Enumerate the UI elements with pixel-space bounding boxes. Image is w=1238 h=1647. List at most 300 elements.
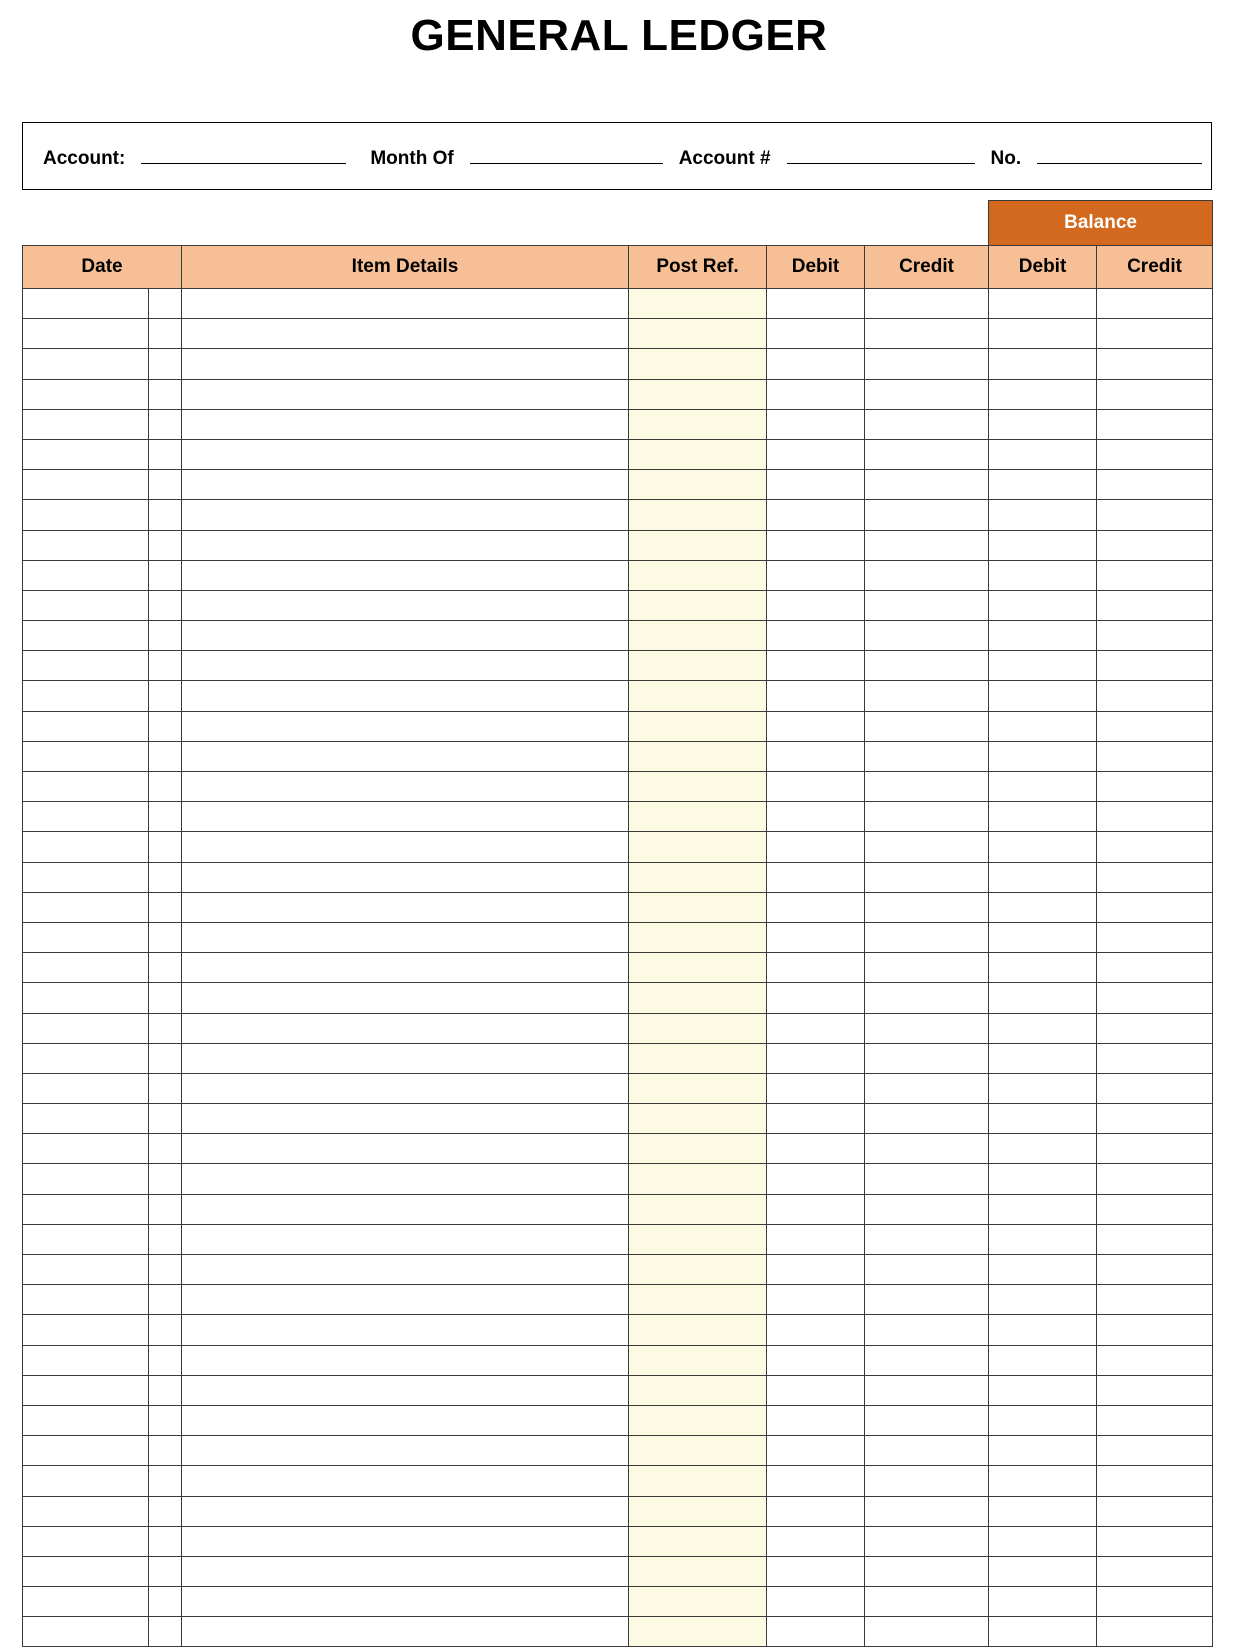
cell-balance_debit[interactable] bbox=[989, 500, 1097, 530]
cell-item_details[interactable] bbox=[182, 1134, 629, 1164]
cell-item_details[interactable] bbox=[182, 922, 629, 952]
cell-post_ref[interactable] bbox=[629, 1345, 767, 1375]
cell-balance_credit[interactable] bbox=[1097, 1013, 1213, 1043]
cell-date[interactable] bbox=[23, 1255, 149, 1285]
cell-date[interactable] bbox=[23, 681, 149, 711]
cell-credit[interactable] bbox=[865, 1224, 989, 1254]
cell-balance_credit[interactable] bbox=[1097, 1164, 1213, 1194]
cell-date_sub[interactable] bbox=[149, 409, 182, 439]
cell-date_sub[interactable] bbox=[149, 1587, 182, 1617]
cell-post_ref[interactable] bbox=[629, 1043, 767, 1073]
cell-date_sub[interactable] bbox=[149, 1194, 182, 1224]
cell-balance_credit[interactable] bbox=[1097, 590, 1213, 620]
cell-post_ref[interactable] bbox=[629, 1436, 767, 1466]
cell-item_details[interactable] bbox=[182, 590, 629, 620]
cell-credit[interactable] bbox=[865, 439, 989, 469]
cell-debit[interactable] bbox=[767, 983, 865, 1013]
cell-post_ref[interactable] bbox=[629, 1315, 767, 1345]
cell-debit[interactable] bbox=[767, 862, 865, 892]
cell-credit[interactable] bbox=[865, 1164, 989, 1194]
cell-date[interactable] bbox=[23, 590, 149, 620]
cell-date[interactable] bbox=[23, 1134, 149, 1164]
cell-post_ref[interactable] bbox=[629, 1405, 767, 1435]
cell-debit[interactable] bbox=[767, 1043, 865, 1073]
cell-balance_credit[interactable] bbox=[1097, 1617, 1213, 1647]
cell-balance_debit[interactable] bbox=[989, 741, 1097, 771]
cell-date[interactable] bbox=[23, 953, 149, 983]
cell-date_sub[interactable] bbox=[149, 530, 182, 560]
cell-item_details[interactable] bbox=[182, 470, 629, 500]
cell-balance_credit[interactable] bbox=[1097, 772, 1213, 802]
cell-item_details[interactable] bbox=[182, 953, 629, 983]
cell-post_ref[interactable] bbox=[629, 953, 767, 983]
no-input[interactable] bbox=[1037, 143, 1202, 164]
cell-item_details[interactable] bbox=[182, 1104, 629, 1134]
cell-date[interactable] bbox=[23, 1405, 149, 1435]
cell-credit[interactable] bbox=[865, 590, 989, 620]
cell-debit[interactable] bbox=[767, 1104, 865, 1134]
cell-credit[interactable] bbox=[865, 289, 989, 319]
cell-date[interactable] bbox=[23, 983, 149, 1013]
cell-date_sub[interactable] bbox=[149, 651, 182, 681]
cell-balance_debit[interactable] bbox=[989, 439, 1097, 469]
cell-date[interactable] bbox=[23, 1587, 149, 1617]
cell-balance_credit[interactable] bbox=[1097, 1526, 1213, 1556]
cell-balance_credit[interactable] bbox=[1097, 500, 1213, 530]
cell-balance_credit[interactable] bbox=[1097, 1405, 1213, 1435]
cell-credit[interactable] bbox=[865, 1255, 989, 1285]
cell-credit[interactable] bbox=[865, 922, 989, 952]
cell-balance_credit[interactable] bbox=[1097, 621, 1213, 651]
cell-balance_debit[interactable] bbox=[989, 470, 1097, 500]
cell-balance_credit[interactable] bbox=[1097, 711, 1213, 741]
cell-balance_credit[interactable] bbox=[1097, 560, 1213, 590]
cell-post_ref[interactable] bbox=[629, 1013, 767, 1043]
cell-debit[interactable] bbox=[767, 1255, 865, 1285]
cell-balance_debit[interactable] bbox=[989, 651, 1097, 681]
cell-item_details[interactable] bbox=[182, 560, 629, 590]
cell-balance_debit[interactable] bbox=[989, 1436, 1097, 1466]
cell-date_sub[interactable] bbox=[149, 1496, 182, 1526]
cell-date[interactable] bbox=[23, 379, 149, 409]
cell-credit[interactable] bbox=[865, 379, 989, 409]
cell-debit[interactable] bbox=[767, 1224, 865, 1254]
cell-item_details[interactable] bbox=[182, 1255, 629, 1285]
cell-balance_debit[interactable] bbox=[989, 1134, 1097, 1164]
cell-debit[interactable] bbox=[767, 1345, 865, 1375]
cell-balance_credit[interactable] bbox=[1097, 802, 1213, 832]
cell-date[interactable] bbox=[23, 470, 149, 500]
cell-balance_credit[interactable] bbox=[1097, 741, 1213, 771]
cell-balance_credit[interactable] bbox=[1097, 983, 1213, 1013]
cell-debit[interactable] bbox=[767, 1405, 865, 1435]
cell-item_details[interactable] bbox=[182, 500, 629, 530]
cell-item_details[interactable] bbox=[182, 379, 629, 409]
cell-date[interactable] bbox=[23, 500, 149, 530]
cell-credit[interactable] bbox=[865, 862, 989, 892]
cell-balance_credit[interactable] bbox=[1097, 1345, 1213, 1375]
cell-debit[interactable] bbox=[767, 1556, 865, 1586]
cell-debit[interactable] bbox=[767, 741, 865, 771]
cell-item_details[interactable] bbox=[182, 711, 629, 741]
cell-date[interactable] bbox=[23, 741, 149, 771]
cell-date_sub[interactable] bbox=[149, 802, 182, 832]
cell-balance_credit[interactable] bbox=[1097, 470, 1213, 500]
cell-debit[interactable] bbox=[767, 621, 865, 651]
cell-item_details[interactable] bbox=[182, 1073, 629, 1103]
cell-date_sub[interactable] bbox=[149, 862, 182, 892]
cell-credit[interactable] bbox=[865, 319, 989, 349]
cell-credit[interactable] bbox=[865, 621, 989, 651]
cell-date_sub[interactable] bbox=[149, 922, 182, 952]
cell-credit[interactable] bbox=[865, 1556, 989, 1586]
cell-debit[interactable] bbox=[767, 319, 865, 349]
cell-balance_credit[interactable] bbox=[1097, 832, 1213, 862]
cell-post_ref[interactable] bbox=[629, 892, 767, 922]
cell-debit[interactable] bbox=[767, 379, 865, 409]
cell-balance_debit[interactable] bbox=[989, 560, 1097, 590]
cell-credit[interactable] bbox=[865, 349, 989, 379]
cell-balance_credit[interactable] bbox=[1097, 439, 1213, 469]
cell-balance_debit[interactable] bbox=[989, 1315, 1097, 1345]
cell-date[interactable] bbox=[23, 1436, 149, 1466]
cell-debit[interactable] bbox=[767, 1496, 865, 1526]
cell-item_details[interactable] bbox=[182, 651, 629, 681]
cell-balance_debit[interactable] bbox=[989, 1345, 1097, 1375]
cell-balance_debit[interactable] bbox=[989, 681, 1097, 711]
cell-debit[interactable] bbox=[767, 1466, 865, 1496]
cell-balance_credit[interactable] bbox=[1097, 862, 1213, 892]
cell-debit[interactable] bbox=[767, 1013, 865, 1043]
cell-post_ref[interactable] bbox=[629, 1496, 767, 1526]
cell-date_sub[interactable] bbox=[149, 560, 182, 590]
cell-item_details[interactable] bbox=[182, 1375, 629, 1405]
cell-debit[interactable] bbox=[767, 1315, 865, 1345]
cell-date_sub[interactable] bbox=[149, 470, 182, 500]
cell-post_ref[interactable] bbox=[629, 1164, 767, 1194]
cell-balance_debit[interactable] bbox=[989, 1556, 1097, 1586]
cell-item_details[interactable] bbox=[182, 1043, 629, 1073]
cell-date[interactable] bbox=[23, 1496, 149, 1526]
cell-debit[interactable] bbox=[767, 892, 865, 922]
cell-credit[interactable] bbox=[865, 953, 989, 983]
cell-item_details[interactable] bbox=[182, 530, 629, 560]
cell-debit[interactable] bbox=[767, 832, 865, 862]
cell-post_ref[interactable] bbox=[629, 1587, 767, 1617]
cell-post_ref[interactable] bbox=[629, 590, 767, 620]
cell-date_sub[interactable] bbox=[149, 1556, 182, 1586]
cell-credit[interactable] bbox=[865, 409, 989, 439]
cell-balance_credit[interactable] bbox=[1097, 892, 1213, 922]
cell-date[interactable] bbox=[23, 319, 149, 349]
cell-balance_debit[interactable] bbox=[989, 409, 1097, 439]
cell-balance_credit[interactable] bbox=[1097, 530, 1213, 560]
cell-date_sub[interactable] bbox=[149, 1617, 182, 1647]
cell-item_details[interactable] bbox=[182, 862, 629, 892]
cell-balance_credit[interactable] bbox=[1097, 349, 1213, 379]
cell-balance_debit[interactable] bbox=[989, 1013, 1097, 1043]
cell-credit[interactable] bbox=[865, 772, 989, 802]
cell-credit[interactable] bbox=[865, 1073, 989, 1103]
cell-credit[interactable] bbox=[865, 470, 989, 500]
cell-debit[interactable] bbox=[767, 1073, 865, 1103]
cell-post_ref[interactable] bbox=[629, 1104, 767, 1134]
cell-item_details[interactable] bbox=[182, 621, 629, 651]
cell-date_sub[interactable] bbox=[149, 832, 182, 862]
cell-debit[interactable] bbox=[767, 1587, 865, 1617]
cell-post_ref[interactable] bbox=[629, 379, 767, 409]
cell-credit[interactable] bbox=[865, 983, 989, 1013]
cell-balance_debit[interactable] bbox=[989, 379, 1097, 409]
cell-item_details[interactable] bbox=[182, 1466, 629, 1496]
cell-debit[interactable] bbox=[767, 1134, 865, 1164]
cell-date_sub[interactable] bbox=[149, 590, 182, 620]
cell-item_details[interactable] bbox=[182, 409, 629, 439]
cell-date[interactable] bbox=[23, 1617, 149, 1647]
cell-date_sub[interactable] bbox=[149, 892, 182, 922]
cell-date[interactable] bbox=[23, 711, 149, 741]
cell-balance_credit[interactable] bbox=[1097, 1587, 1213, 1617]
cell-balance_debit[interactable] bbox=[989, 349, 1097, 379]
cell-post_ref[interactable] bbox=[629, 922, 767, 952]
cell-date_sub[interactable] bbox=[149, 1255, 182, 1285]
cell-date_sub[interactable] bbox=[149, 1073, 182, 1103]
cell-date_sub[interactable] bbox=[149, 289, 182, 319]
cell-date[interactable] bbox=[23, 1285, 149, 1315]
cell-balance_credit[interactable] bbox=[1097, 1496, 1213, 1526]
cell-item_details[interactable] bbox=[182, 741, 629, 771]
cell-date[interactable] bbox=[23, 1375, 149, 1405]
cell-credit[interactable] bbox=[865, 1315, 989, 1345]
cell-balance_debit[interactable] bbox=[989, 1224, 1097, 1254]
cell-balance_credit[interactable] bbox=[1097, 1375, 1213, 1405]
cell-credit[interactable] bbox=[865, 802, 989, 832]
cell-balance_debit[interactable] bbox=[989, 953, 1097, 983]
cell-post_ref[interactable] bbox=[629, 1255, 767, 1285]
cell-date_sub[interactable] bbox=[149, 439, 182, 469]
cell-date[interactable] bbox=[23, 621, 149, 651]
cell-balance_credit[interactable] bbox=[1097, 1556, 1213, 1586]
cell-credit[interactable] bbox=[865, 530, 989, 560]
cell-date[interactable] bbox=[23, 560, 149, 590]
cell-date[interactable] bbox=[23, 1345, 149, 1375]
cell-balance_debit[interactable] bbox=[989, 1285, 1097, 1315]
cell-debit[interactable] bbox=[767, 1375, 865, 1405]
cell-balance_credit[interactable] bbox=[1097, 319, 1213, 349]
cell-date[interactable] bbox=[23, 1013, 149, 1043]
cell-balance_credit[interactable] bbox=[1097, 1224, 1213, 1254]
cell-balance_debit[interactable] bbox=[989, 772, 1097, 802]
cell-date_sub[interactable] bbox=[149, 953, 182, 983]
cell-item_details[interactable] bbox=[182, 681, 629, 711]
cell-balance_debit[interactable] bbox=[989, 1405, 1097, 1435]
cell-date_sub[interactable] bbox=[149, 983, 182, 1013]
cell-balance_credit[interactable] bbox=[1097, 1436, 1213, 1466]
cell-item_details[interactable] bbox=[182, 1617, 629, 1647]
cell-credit[interactable] bbox=[865, 560, 989, 590]
cell-item_details[interactable] bbox=[182, 349, 629, 379]
cell-date[interactable] bbox=[23, 1466, 149, 1496]
cell-post_ref[interactable] bbox=[629, 409, 767, 439]
cell-credit[interactable] bbox=[865, 1134, 989, 1164]
cell-date[interactable] bbox=[23, 530, 149, 560]
cell-post_ref[interactable] bbox=[629, 319, 767, 349]
cell-balance_debit[interactable] bbox=[989, 1375, 1097, 1405]
cell-date[interactable] bbox=[23, 409, 149, 439]
cell-balance_debit[interactable] bbox=[989, 832, 1097, 862]
cell-balance_debit[interactable] bbox=[989, 1617, 1097, 1647]
cell-item_details[interactable] bbox=[182, 1345, 629, 1375]
cell-date_sub[interactable] bbox=[149, 621, 182, 651]
cell-date_sub[interactable] bbox=[149, 1526, 182, 1556]
cell-post_ref[interactable] bbox=[629, 802, 767, 832]
cell-credit[interactable] bbox=[865, 1104, 989, 1134]
cell-item_details[interactable] bbox=[182, 1224, 629, 1254]
cell-credit[interactable] bbox=[865, 1405, 989, 1435]
cell-item_details[interactable] bbox=[182, 289, 629, 319]
cell-balance_debit[interactable] bbox=[989, 1164, 1097, 1194]
cell-balance_debit[interactable] bbox=[989, 319, 1097, 349]
cell-balance_debit[interactable] bbox=[989, 1466, 1097, 1496]
account-number-input[interactable] bbox=[787, 143, 975, 164]
cell-balance_debit[interactable] bbox=[989, 892, 1097, 922]
cell-balance_debit[interactable] bbox=[989, 1587, 1097, 1617]
cell-credit[interactable] bbox=[865, 1466, 989, 1496]
cell-date_sub[interactable] bbox=[149, 681, 182, 711]
cell-balance_credit[interactable] bbox=[1097, 409, 1213, 439]
cell-post_ref[interactable] bbox=[629, 621, 767, 651]
cell-credit[interactable] bbox=[865, 1496, 989, 1526]
cell-date_sub[interactable] bbox=[149, 741, 182, 771]
cell-debit[interactable] bbox=[767, 349, 865, 379]
cell-post_ref[interactable] bbox=[629, 289, 767, 319]
cell-balance_credit[interactable] bbox=[1097, 953, 1213, 983]
cell-debit[interactable] bbox=[767, 560, 865, 590]
cell-item_details[interactable] bbox=[182, 319, 629, 349]
cell-item_details[interactable] bbox=[182, 1285, 629, 1315]
cell-balance_credit[interactable] bbox=[1097, 379, 1213, 409]
cell-debit[interactable] bbox=[767, 500, 865, 530]
cell-debit[interactable] bbox=[767, 590, 865, 620]
cell-post_ref[interactable] bbox=[629, 1375, 767, 1405]
cell-debit[interactable] bbox=[767, 1285, 865, 1315]
cell-debit[interactable] bbox=[767, 1436, 865, 1466]
cell-debit[interactable] bbox=[767, 409, 865, 439]
cell-item_details[interactable] bbox=[182, 1587, 629, 1617]
cell-item_details[interactable] bbox=[182, 1194, 629, 1224]
cell-balance_debit[interactable] bbox=[989, 1496, 1097, 1526]
cell-post_ref[interactable] bbox=[629, 470, 767, 500]
cell-date_sub[interactable] bbox=[149, 1405, 182, 1435]
cell-post_ref[interactable] bbox=[629, 1526, 767, 1556]
cell-balance_debit[interactable] bbox=[989, 1255, 1097, 1285]
cell-post_ref[interactable] bbox=[629, 1224, 767, 1254]
cell-debit[interactable] bbox=[767, 1194, 865, 1224]
cell-debit[interactable] bbox=[767, 711, 865, 741]
cell-post_ref[interactable] bbox=[629, 1134, 767, 1164]
cell-balance_debit[interactable] bbox=[989, 1194, 1097, 1224]
cell-balance_debit[interactable] bbox=[989, 1043, 1097, 1073]
cell-balance_credit[interactable] bbox=[1097, 1104, 1213, 1134]
cell-item_details[interactable] bbox=[182, 1526, 629, 1556]
cell-post_ref[interactable] bbox=[629, 862, 767, 892]
account-input[interactable] bbox=[141, 143, 346, 164]
cell-post_ref[interactable] bbox=[629, 439, 767, 469]
cell-post_ref[interactable] bbox=[629, 1073, 767, 1103]
cell-item_details[interactable] bbox=[182, 1315, 629, 1345]
cell-debit[interactable] bbox=[767, 953, 865, 983]
cell-date_sub[interactable] bbox=[149, 319, 182, 349]
cell-balance_debit[interactable] bbox=[989, 1526, 1097, 1556]
cell-balance_debit[interactable] bbox=[989, 862, 1097, 892]
cell-date[interactable] bbox=[23, 289, 149, 319]
cell-balance_credit[interactable] bbox=[1097, 1194, 1213, 1224]
cell-date_sub[interactable] bbox=[149, 1043, 182, 1073]
cell-date[interactable] bbox=[23, 1556, 149, 1586]
cell-post_ref[interactable] bbox=[629, 530, 767, 560]
cell-date[interactable] bbox=[23, 651, 149, 681]
cell-credit[interactable] bbox=[865, 1617, 989, 1647]
cell-item_details[interactable] bbox=[182, 832, 629, 862]
cell-item_details[interactable] bbox=[182, 1405, 629, 1435]
cell-balance_credit[interactable] bbox=[1097, 1134, 1213, 1164]
cell-credit[interactable] bbox=[865, 1043, 989, 1073]
month-of-input[interactable] bbox=[470, 143, 663, 164]
cell-item_details[interactable] bbox=[182, 1556, 629, 1586]
cell-balance_credit[interactable] bbox=[1097, 289, 1213, 319]
cell-balance_debit[interactable] bbox=[989, 289, 1097, 319]
cell-credit[interactable] bbox=[865, 1375, 989, 1405]
cell-balance_credit[interactable] bbox=[1097, 1285, 1213, 1315]
cell-date[interactable] bbox=[23, 1073, 149, 1103]
cell-debit[interactable] bbox=[767, 470, 865, 500]
cell-item_details[interactable] bbox=[182, 1013, 629, 1043]
cell-credit[interactable] bbox=[865, 892, 989, 922]
cell-date_sub[interactable] bbox=[149, 772, 182, 802]
cell-credit[interactable] bbox=[865, 741, 989, 771]
cell-item_details[interactable] bbox=[182, 983, 629, 1013]
cell-credit[interactable] bbox=[865, 1285, 989, 1315]
cell-credit[interactable] bbox=[865, 1194, 989, 1224]
cell-date[interactable] bbox=[23, 802, 149, 832]
cell-post_ref[interactable] bbox=[629, 711, 767, 741]
cell-date_sub[interactable] bbox=[149, 1285, 182, 1315]
cell-credit[interactable] bbox=[865, 1526, 989, 1556]
cell-date_sub[interactable] bbox=[149, 1466, 182, 1496]
cell-debit[interactable] bbox=[767, 651, 865, 681]
cell-balance_debit[interactable] bbox=[989, 711, 1097, 741]
cell-balance_debit[interactable] bbox=[989, 802, 1097, 832]
cell-balance_credit[interactable] bbox=[1097, 1043, 1213, 1073]
cell-balance_credit[interactable] bbox=[1097, 1073, 1213, 1103]
cell-date_sub[interactable] bbox=[149, 1013, 182, 1043]
cell-date_sub[interactable] bbox=[149, 1345, 182, 1375]
cell-date[interactable] bbox=[23, 922, 149, 952]
cell-date[interactable] bbox=[23, 349, 149, 379]
cell-balance_credit[interactable] bbox=[1097, 651, 1213, 681]
cell-item_details[interactable] bbox=[182, 1496, 629, 1526]
cell-post_ref[interactable] bbox=[629, 651, 767, 681]
cell-date_sub[interactable] bbox=[149, 1375, 182, 1405]
cell-credit[interactable] bbox=[865, 651, 989, 681]
cell-post_ref[interactable] bbox=[629, 983, 767, 1013]
cell-post_ref[interactable] bbox=[629, 1194, 767, 1224]
cell-debit[interactable] bbox=[767, 1164, 865, 1194]
cell-post_ref[interactable] bbox=[629, 349, 767, 379]
cell-post_ref[interactable] bbox=[629, 1466, 767, 1496]
cell-date[interactable] bbox=[23, 862, 149, 892]
cell-balance_credit[interactable] bbox=[1097, 1255, 1213, 1285]
